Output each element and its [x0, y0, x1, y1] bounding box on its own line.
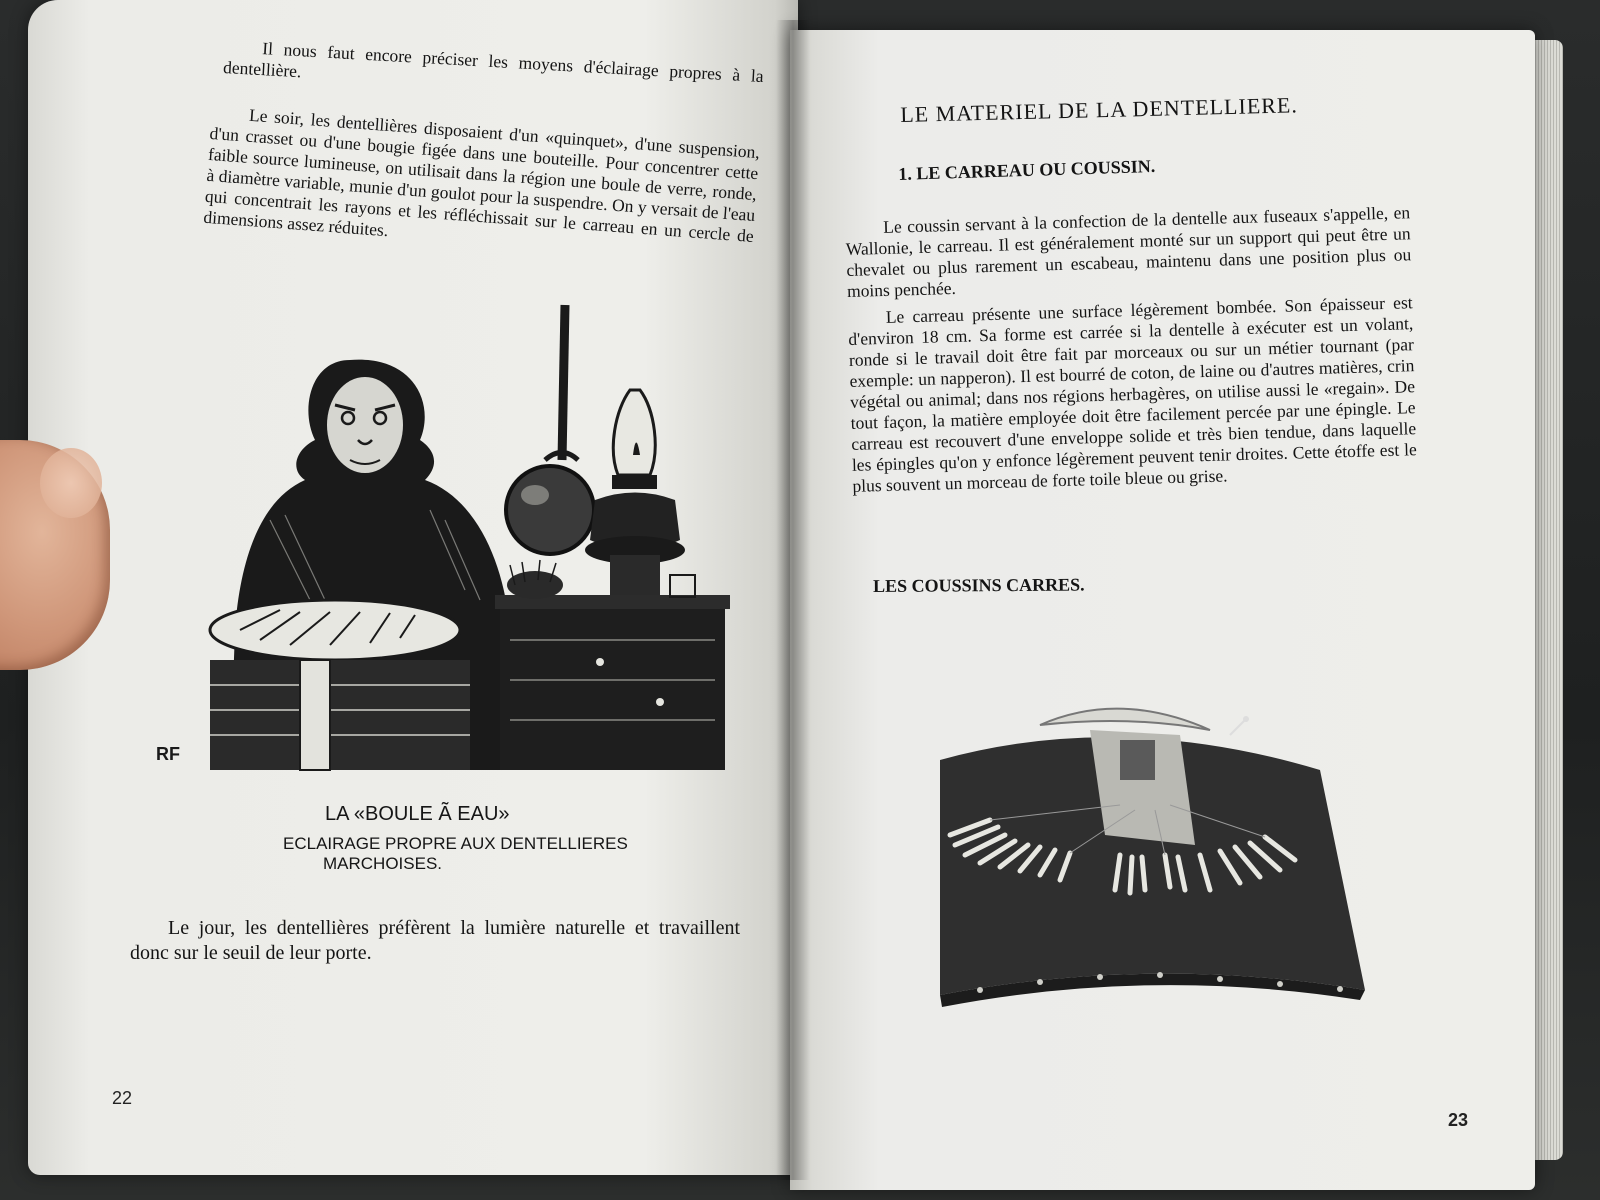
- boule-a-eau-illustration: [156, 300, 740, 790]
- page-number-left: 22: [112, 1088, 133, 1108]
- thumbnail-highlight: [40, 448, 102, 518]
- right-body-text: [845, 202, 1418, 497]
- illustration-caption-subtitle: [283, 834, 703, 874]
- caption-line-2: MARCHOISES.: [323, 854, 443, 873]
- section-heading-coussins-carres: LES COUSSINS CARRES.: [873, 574, 1085, 596]
- caption-line-1: ECLAIRAGE PROPRE AUX DENTELLIERES: [283, 834, 628, 853]
- page-number-right: 23: [1448, 1110, 1469, 1130]
- illustration-signature: RF: [156, 744, 180, 764]
- left-paragraph-lighting: Le soir, les dentellières disposaient d'un «quinquet», d'une suspension, d'un crasset ou d'une bougie figée dans une bouteille. Pour concentrer cette faible source lumineuse, on utilisait dans la région une boule de verre, ronde, à diamètre variable, munie d'un goulot pour la suspendre. On y versait de l'eau qui concentrait les rayons et les réfléchissait sur le carreau en un cercle de dimensions assez réduites.: [202, 104, 761, 247]
- illustration-caption-title: LA «BOULE Ã EAU»: [325, 803, 510, 825]
- chapter-heading: LE MATERIEL DE LA DENTELLIERE.: [900, 92, 1299, 127]
- section-heading-carreau: 1. LE CARREAU OU COUSSIN.: [898, 155, 1156, 184]
- book-gutter: [776, 20, 810, 1180]
- left-intro-text: Il nous faut encore préciser les moyens d'éclairage propres à la dentellière.: [222, 38, 765, 87]
- coussin-carre-photo: [920, 695, 1370, 1030]
- left-paragraph-daylight: Le jour, les dentellières préfèrent la lumière naturelle et travaillent donc sur le seuil de leur porte.: [130, 917, 740, 964]
- right-paragraph-1: Le coussin servant à la confection de la dentelle aux fuseaux s'appelle, en Wallonie, le carreau. Il est généralement monté sur un support qui peut être un chevalet ou plus rarement un escabeau, maintenu dans une position plus ou moins penchée.: [845, 202, 1412, 301]
- right-paragraph-2: Le carreau présente une surface légèrement bombée. Son épaisseur est d'environ 18 cm. Sa forme est carrée si la dentelle à exécuter est un volant, ronde si le travail doit être fait par morceaux ou sur un métier tournant (par exemple: un napperon). Il est bourré de coton, de laine ou d'autres matières, crin végétal ou animal; dans nos régions herbagères, on utilise aussi le «regain». De tout façon, la matière employée doit être facilement percée par une épingle. Le carreau est recouvert d'une enveloppe solide et très bien tendue, dans laquelle les épingles qu'on y enfonce légèrement peuvent tenir droites. Cette étoffe est le plus souvent un morceau de forte toile bleue ou grise.: [848, 292, 1417, 496]
